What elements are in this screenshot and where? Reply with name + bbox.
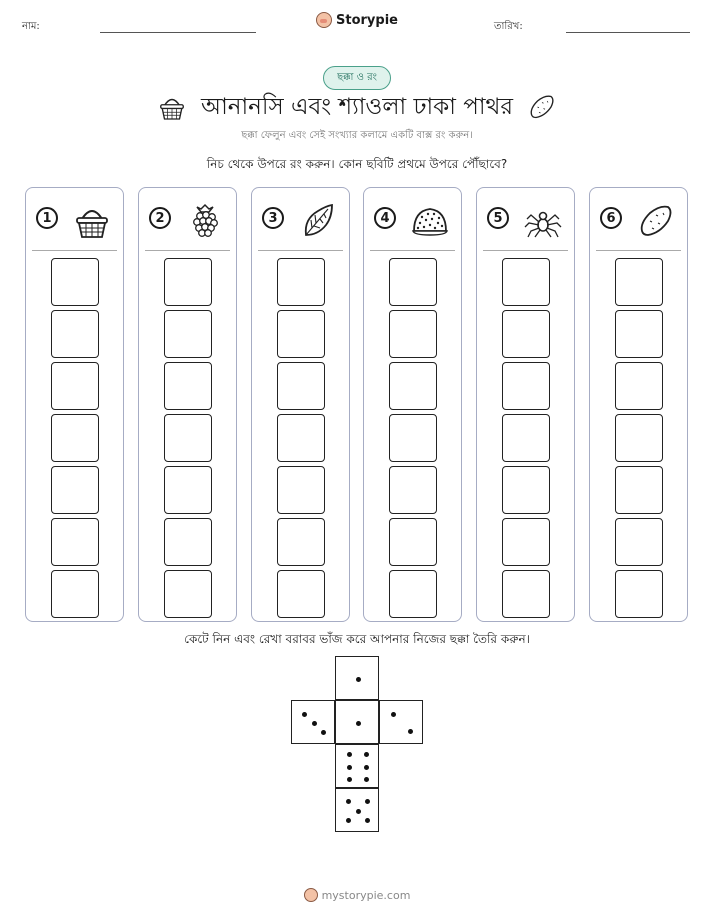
column-divider xyxy=(32,250,117,251)
color-box[interactable] xyxy=(51,414,99,462)
color-box[interactable] xyxy=(277,570,325,618)
color-box[interactable] xyxy=(164,414,212,462)
dice-pip xyxy=(364,777,369,782)
color-box[interactable] xyxy=(277,310,325,358)
color-box[interactable] xyxy=(615,570,663,618)
column-number: 4 xyxy=(374,207,396,229)
footer-pig-icon xyxy=(304,888,318,902)
brand-name: Storypie xyxy=(336,12,398,28)
color-box[interactable] xyxy=(615,258,663,306)
dice-face-5 xyxy=(335,788,379,832)
color-box[interactable] xyxy=(615,362,663,410)
column-2 xyxy=(138,187,237,622)
color-box[interactable] xyxy=(277,466,325,514)
dice-pip xyxy=(408,729,413,734)
spider-icon xyxy=(523,201,563,241)
color-box[interactable] xyxy=(502,310,550,358)
color-box[interactable] xyxy=(51,310,99,358)
raspberry-icon xyxy=(185,201,225,241)
dice-pip xyxy=(346,818,351,823)
color-box[interactable] xyxy=(389,258,437,306)
dice-pip xyxy=(365,799,370,804)
dice-face-3 xyxy=(291,700,335,744)
color-box[interactable] xyxy=(389,414,437,462)
column-number: 2 xyxy=(149,207,171,229)
subtitle: ছক্কা ফেলুন এবং সেই সংখ্যার কলামে একটি বাক্স রং করুন। xyxy=(241,130,473,141)
dice-pip xyxy=(365,818,370,823)
basket-icon xyxy=(72,201,112,241)
dice-pip xyxy=(321,730,326,735)
dice-pip xyxy=(356,721,361,726)
column-4 xyxy=(363,187,462,622)
color-box[interactable] xyxy=(615,466,663,514)
color-box[interactable] xyxy=(51,518,99,566)
column-divider xyxy=(370,250,455,251)
color-box[interactable] xyxy=(502,258,550,306)
color-box[interactable] xyxy=(277,414,325,462)
color-box[interactable] xyxy=(164,258,212,306)
color-box[interactable] xyxy=(51,570,99,618)
dice-face-1 xyxy=(335,656,379,700)
dice-face-2 xyxy=(379,700,423,744)
color-box[interactable] xyxy=(51,466,99,514)
color-box[interactable] xyxy=(502,570,550,618)
color-box[interactable] xyxy=(615,518,663,566)
footer-url[interactable]: mystorypie.com xyxy=(321,888,411,902)
column-number: 5 xyxy=(487,207,509,229)
color-box[interactable] xyxy=(164,518,212,566)
color-box[interactable] xyxy=(51,258,99,306)
dice-pip xyxy=(356,677,361,682)
moss-rock-icon xyxy=(410,201,450,241)
color-box[interactable] xyxy=(389,362,437,410)
dice-pip xyxy=(346,799,351,804)
column-number: 3 xyxy=(262,207,284,229)
footer xyxy=(0,888,714,902)
color-box[interactable] xyxy=(51,362,99,410)
sweet-potato-icon xyxy=(636,201,676,241)
color-box[interactable] xyxy=(615,414,663,462)
brand-logo xyxy=(0,12,714,28)
color-box[interactable] xyxy=(502,362,550,410)
dice-pip xyxy=(312,721,317,726)
color-box[interactable] xyxy=(164,310,212,358)
column-1 xyxy=(25,187,124,622)
page-title: আনানসি এবং শ্যাওলা ঢাকা পাথর xyxy=(200,94,514,120)
dice-pip xyxy=(347,777,352,782)
color-box[interactable] xyxy=(502,518,550,566)
cut-instruction: কেটে নিন এবং রেখা বরাবর ভাঁজ করে আপনার নিজের ছক্কা তৈরি করুন। xyxy=(184,632,530,646)
name-label: নাম: xyxy=(22,21,40,32)
color-box[interactable] xyxy=(277,362,325,410)
pig-logo-icon xyxy=(316,12,332,28)
dice-face-6 xyxy=(335,744,379,788)
color-box[interactable] xyxy=(389,518,437,566)
color-box[interactable] xyxy=(389,466,437,514)
dice-pip xyxy=(302,712,307,717)
instruction-text: নিচ থেকে উপরে রং করুন। কোন ছবিটি প্রথমে উপরে পৌঁছাবে? xyxy=(206,157,508,171)
column-3 xyxy=(251,187,350,622)
date-line[interactable] xyxy=(566,32,690,33)
dice-pip xyxy=(356,809,361,814)
color-box[interactable] xyxy=(502,466,550,514)
category-badge: ছক্কা ও রং xyxy=(323,66,391,90)
column-number: 6 xyxy=(600,207,622,229)
color-box[interactable] xyxy=(615,310,663,358)
leaf-icon xyxy=(298,201,338,241)
column-divider xyxy=(145,250,230,251)
column-divider xyxy=(596,250,681,251)
dice-pip xyxy=(347,752,352,757)
dice-pip xyxy=(364,752,369,757)
color-box[interactable] xyxy=(389,310,437,358)
column-6 xyxy=(589,187,688,622)
column-number: 1 xyxy=(36,207,58,229)
color-box[interactable] xyxy=(277,258,325,306)
dice-face-1 xyxy=(335,700,379,744)
color-box[interactable] xyxy=(277,518,325,566)
name-line[interactable] xyxy=(100,32,256,33)
dice-pip xyxy=(391,712,396,717)
column-5 xyxy=(476,187,575,622)
color-box[interactable] xyxy=(164,466,212,514)
color-box[interactable] xyxy=(502,414,550,462)
sweet-potato-icon xyxy=(527,92,557,122)
column-divider xyxy=(258,250,343,251)
date-label: তারিখ: xyxy=(494,21,523,32)
dice-pip xyxy=(347,765,352,770)
color-box[interactable] xyxy=(164,570,212,618)
column-divider xyxy=(483,250,568,251)
color-box[interactable] xyxy=(389,570,437,618)
color-box[interactable] xyxy=(164,362,212,410)
dice-pip xyxy=(364,765,369,770)
